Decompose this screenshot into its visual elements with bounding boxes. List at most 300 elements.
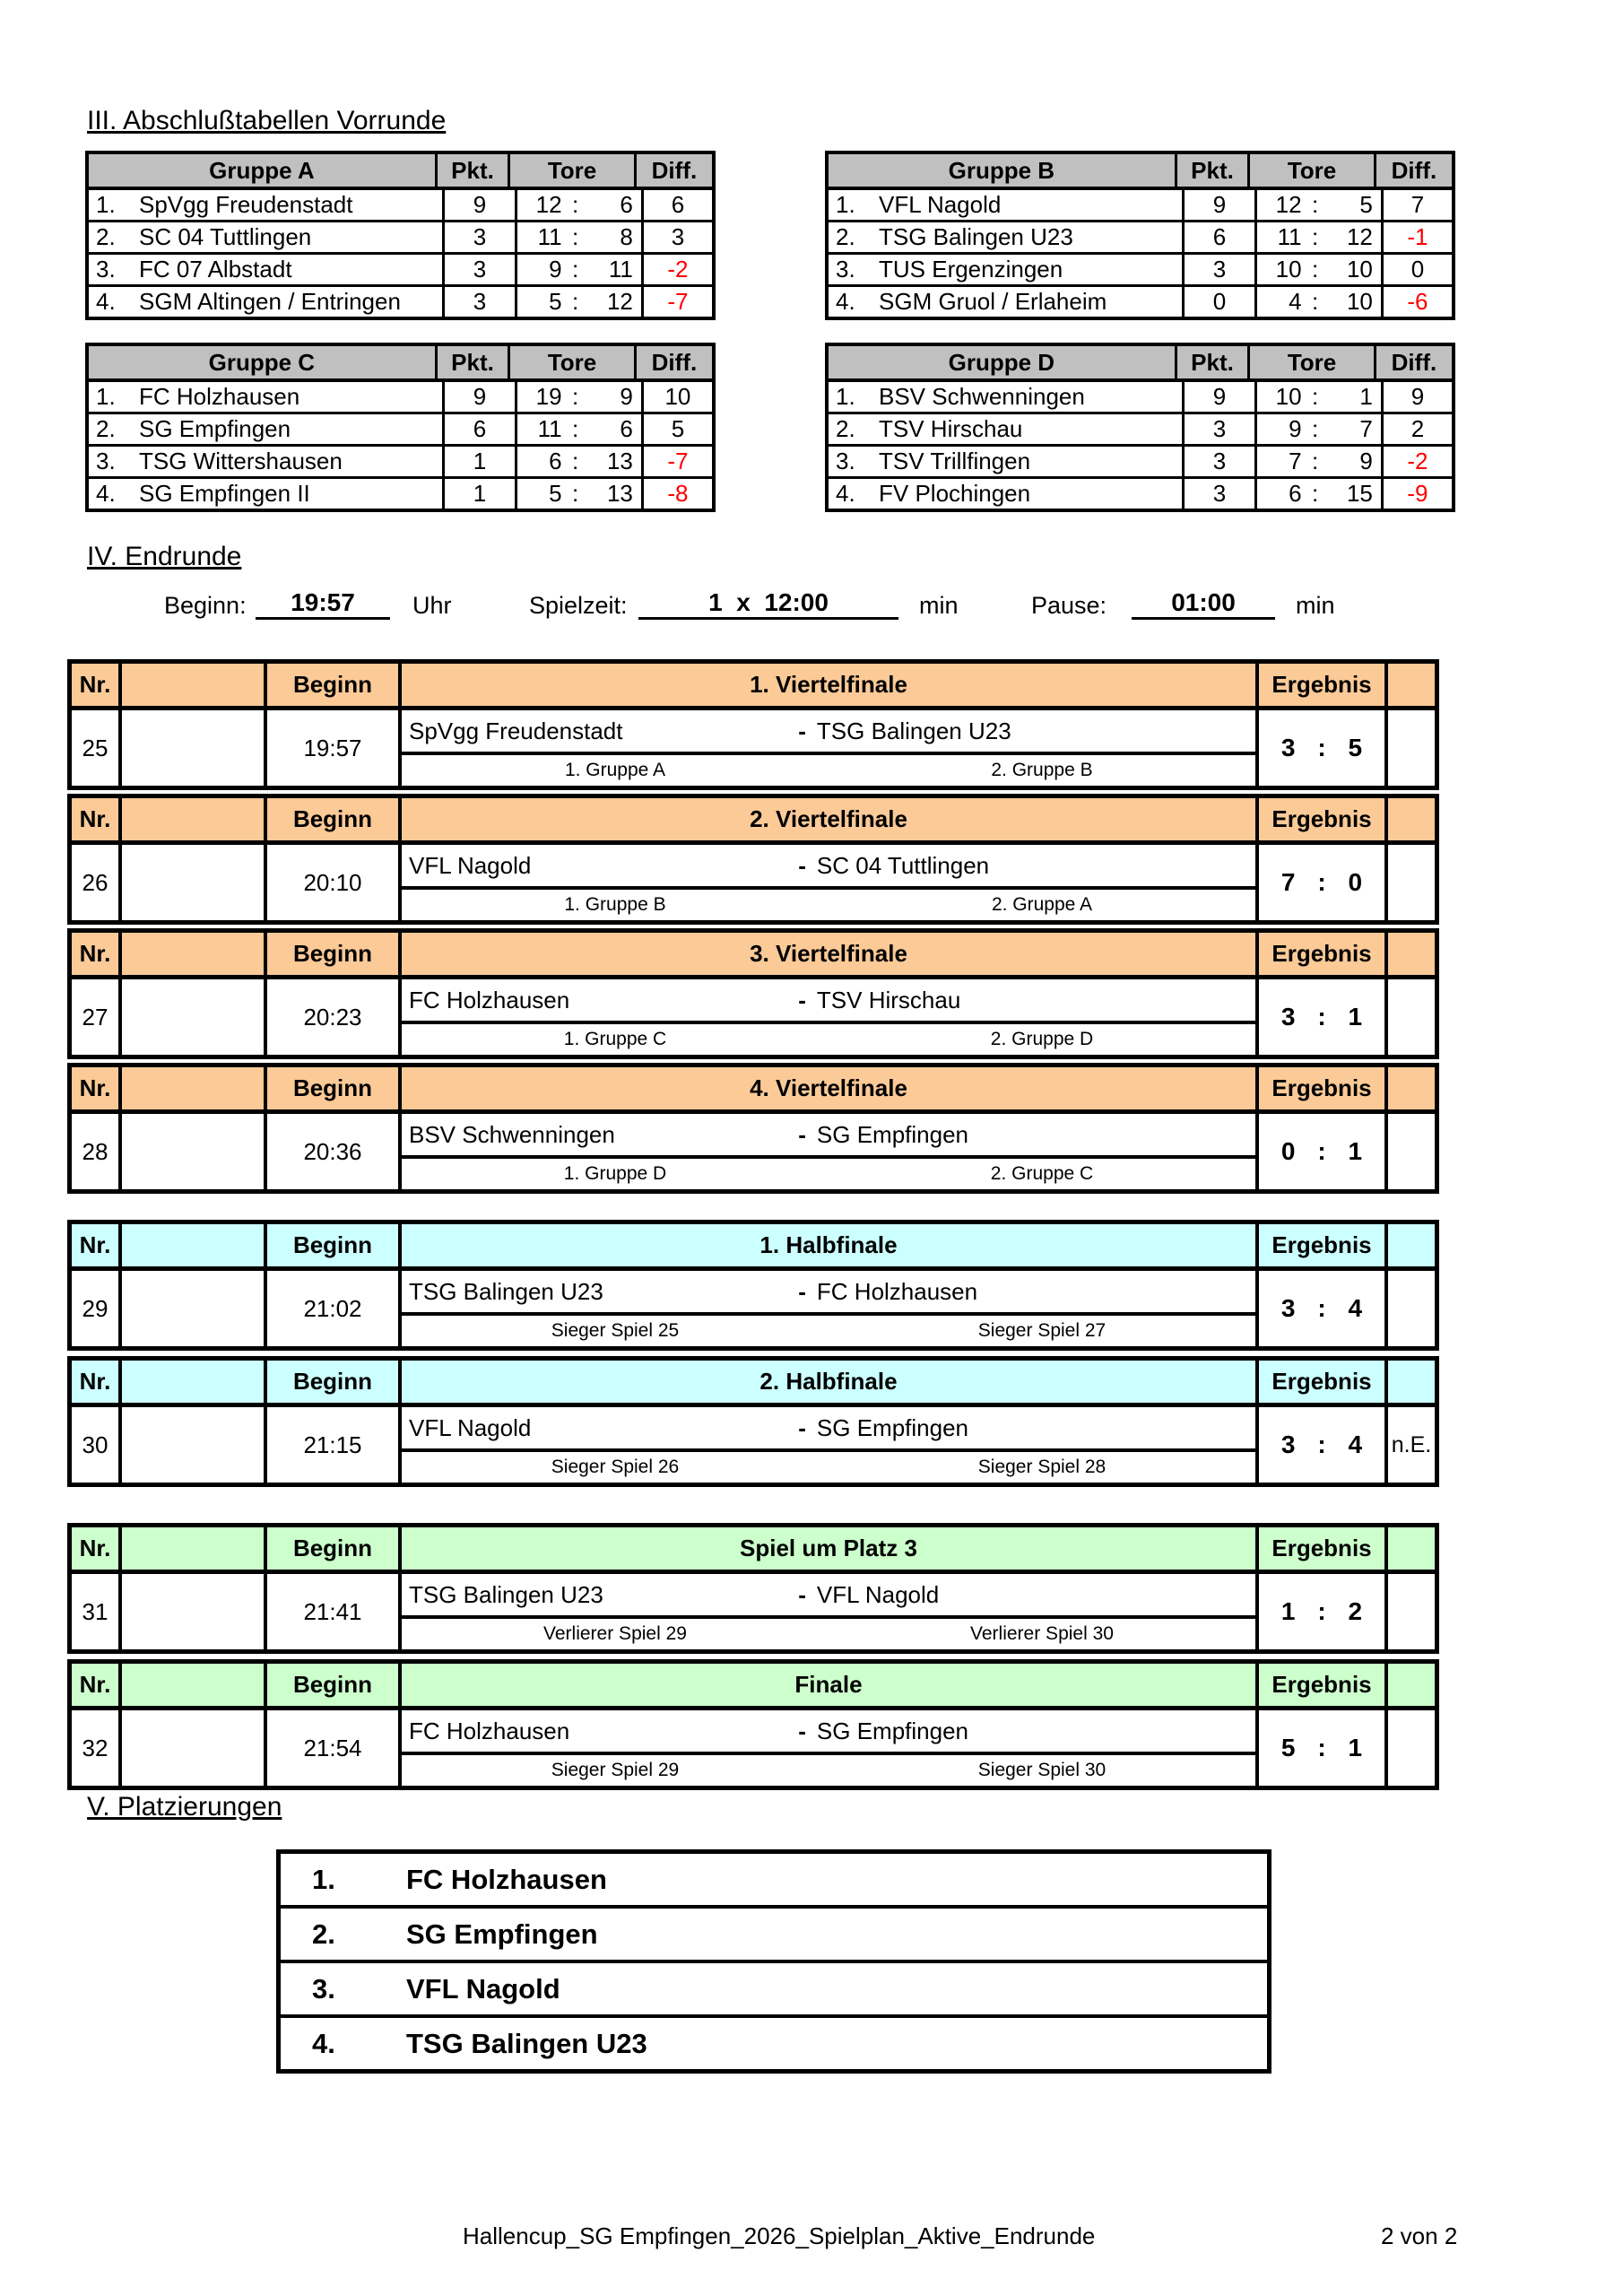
away-source: Sieger Spiel 28 xyxy=(977,1457,1107,1477)
team-name: FC Holzhausen xyxy=(139,383,300,410)
match-block-26 xyxy=(67,794,1439,925)
spielzeit-value: 1 x 12:00 xyxy=(638,588,898,620)
goals-header: Tore xyxy=(1250,346,1376,378)
diff-value: 3 xyxy=(671,223,685,250)
table-row xyxy=(829,447,1452,479)
goals-against: 11 xyxy=(608,256,633,283)
home-team: FC Holzhausen xyxy=(409,1717,570,1744)
match-block-30 xyxy=(67,1356,1439,1487)
goals-for: 12 xyxy=(535,191,562,218)
header-tail-spacer xyxy=(1388,1664,1435,1706)
round-title: 1. Viertelfinale xyxy=(402,664,1259,706)
points-value: 3 xyxy=(1185,447,1258,476)
group-table-d xyxy=(825,343,1455,512)
diff-value: 6 xyxy=(671,191,685,218)
away-source: 2. Gruppe B xyxy=(991,760,1093,780)
points-value: 3 xyxy=(445,255,518,284)
team-name: VFL Nagold xyxy=(879,191,1002,218)
points-header: Pkt. xyxy=(438,154,511,187)
points-value: 3 xyxy=(445,222,518,252)
home-team: SpVgg Freudenstadt xyxy=(409,717,623,744)
match-time: 21:15 xyxy=(267,1407,402,1483)
match-row xyxy=(72,710,1435,786)
vs-dash: - xyxy=(798,717,806,744)
points-value: 1 xyxy=(445,479,518,509)
goals-for: 11 xyxy=(537,415,562,442)
match-row xyxy=(72,845,1435,920)
goals-colon: : xyxy=(1311,191,1319,218)
team-name: FV Plochingen xyxy=(879,480,1031,507)
team-name: TSV Trillfingen xyxy=(879,448,1031,474)
placement-team: SG Empfingen xyxy=(406,1918,598,1950)
match-row xyxy=(72,1271,1435,1346)
match-row xyxy=(72,1710,1435,1786)
placement-rank: 4. xyxy=(312,2027,335,2059)
result-home: 5 xyxy=(1280,1734,1296,1761)
table-row xyxy=(89,479,712,509)
goals-against: 13 xyxy=(606,448,633,474)
match-time: 20:10 xyxy=(267,845,402,920)
match-header xyxy=(72,1067,1435,1114)
table-row xyxy=(829,287,1452,317)
group-table-a xyxy=(85,151,716,320)
goals-colon: : xyxy=(1311,383,1319,410)
group-title: Gruppe C xyxy=(89,346,438,378)
group-title: Gruppe D xyxy=(829,346,1177,378)
goals-against: 10 xyxy=(1346,256,1373,283)
goals-header: Tore xyxy=(510,154,637,187)
body-spacer xyxy=(122,710,267,786)
goals-colon: : xyxy=(1311,256,1319,283)
body-spacer xyxy=(122,1271,267,1346)
section-title-endrunde: IV. Endrunde xyxy=(87,542,242,571)
vs-dash: - xyxy=(798,1120,806,1148)
diff-header: Diff. xyxy=(651,348,698,376)
nr-header: Nr. xyxy=(72,1527,122,1570)
goals-colon: : xyxy=(571,288,579,315)
goals-colon: : xyxy=(571,383,579,410)
placement-row xyxy=(281,2018,1267,2069)
group-title: Gruppe A xyxy=(89,154,438,187)
group-table-b xyxy=(825,151,1455,320)
spielzeit-unit: min xyxy=(919,592,959,619)
team-name: TUS Ergenzingen xyxy=(879,256,1063,283)
goals-against: 5 xyxy=(1359,191,1373,218)
goals-for: 11 xyxy=(1277,223,1302,250)
result-colon: : xyxy=(1317,1003,1326,1031)
ergebnis-header: Ergebnis xyxy=(1259,664,1388,706)
nr-header: Nr. xyxy=(72,664,122,706)
header-spacer xyxy=(122,798,267,840)
points-header: Pkt. xyxy=(1177,154,1251,187)
placement-row xyxy=(281,1854,1267,1909)
beginn-header: Beginn xyxy=(267,664,402,706)
diff-value: 0 xyxy=(1410,256,1425,283)
header-tail-spacer xyxy=(1388,1224,1435,1266)
placement-rank: 2. xyxy=(312,1918,335,1950)
away-source: Sieger Spiel 30 xyxy=(977,1760,1107,1780)
points-value: 3 xyxy=(445,287,518,317)
away-source: 2. Gruppe D xyxy=(990,1029,1094,1049)
header-tail-spacer xyxy=(1388,1067,1435,1109)
table-row xyxy=(89,222,712,255)
goals-for: 10 xyxy=(1275,383,1302,410)
goals-colon: : xyxy=(571,448,579,474)
home-team: BSV Schwenningen xyxy=(409,1120,615,1148)
placement-team: TSG Balingen U23 xyxy=(406,2027,647,2059)
diff-value: -2 xyxy=(667,256,689,283)
goals-colon: : xyxy=(1311,223,1319,250)
table-row xyxy=(89,190,712,222)
body-spacer xyxy=(122,845,267,920)
ergebnis-header: Ergebnis xyxy=(1259,798,1388,840)
placement-rank: 3. xyxy=(312,1972,335,2005)
goals-colon: : xyxy=(1311,480,1319,507)
points-value: 9 xyxy=(445,190,518,220)
result-home: 1 xyxy=(1280,1597,1296,1625)
away-team: SG Empfingen xyxy=(816,1413,968,1441)
goals-colon: : xyxy=(1311,288,1319,315)
ergebnis-header: Ergebnis xyxy=(1259,933,1388,975)
home-source: 1. Gruppe D xyxy=(563,1163,667,1184)
goals-against: 8 xyxy=(620,223,633,250)
match-header xyxy=(72,1224,1435,1271)
ergebnis-header: Ergebnis xyxy=(1259,1527,1388,1570)
beginn-header: Beginn xyxy=(267,1664,402,1706)
goals-for: 5 xyxy=(549,288,562,315)
away-source: 2. Gruppe A xyxy=(991,894,1093,915)
header-tail-spacer xyxy=(1388,664,1435,706)
diff-value: 5 xyxy=(671,415,685,442)
rank-label: 4. xyxy=(836,480,855,507)
points-value: 1 xyxy=(445,447,518,476)
group-title: Gruppe B xyxy=(829,154,1177,187)
round-title: Spiel um Platz 3 xyxy=(402,1527,1259,1570)
rank-label: 4. xyxy=(96,288,116,315)
nr-header: Nr. xyxy=(72,798,122,840)
away-team: TSV Hirschau xyxy=(816,986,961,1013)
vs-dash: - xyxy=(798,851,806,879)
result-home: 0 xyxy=(1280,1137,1296,1165)
goals-for: 5 xyxy=(549,480,562,507)
match-time: 20:23 xyxy=(267,979,402,1055)
result-colon: : xyxy=(1317,1431,1326,1458)
diff-header: Diff. xyxy=(651,156,698,184)
header-tail-spacer xyxy=(1388,1361,1435,1403)
header-spacer xyxy=(122,1527,267,1570)
table-row xyxy=(89,414,712,447)
penalty-note xyxy=(1388,710,1435,786)
section-title-vorrunde: III. Abschlußtabellen Vorrunde xyxy=(87,106,447,135)
goals-for: 12 xyxy=(1275,191,1302,218)
nr-header: Nr. xyxy=(72,1224,122,1266)
round-title: 4. Viertelfinale xyxy=(402,1067,1259,1109)
table-row xyxy=(829,414,1452,447)
away-source: Sieger Spiel 27 xyxy=(977,1320,1107,1341)
table-row xyxy=(89,382,712,414)
beginn-unit: Uhr xyxy=(412,592,452,619)
ergebnis-header: Ergebnis xyxy=(1259,1224,1388,1266)
goals-against: 6 xyxy=(620,191,633,218)
match-number: 32 xyxy=(72,1710,122,1786)
header-spacer xyxy=(122,1224,267,1266)
result-away: 4 xyxy=(1348,1431,1363,1458)
goals-header: Tore xyxy=(510,346,637,378)
pause-label: Pause: xyxy=(1031,592,1107,619)
home-team: VFL Nagold xyxy=(409,851,532,879)
goals-against: 1 xyxy=(1359,383,1373,410)
goals-for: 6 xyxy=(1289,480,1302,507)
goals-colon: : xyxy=(571,191,579,218)
diff-value: -8 xyxy=(667,480,689,507)
match-header xyxy=(72,1664,1435,1710)
pause-unit: min xyxy=(1296,592,1335,619)
goals-colon: : xyxy=(571,480,579,507)
header-spacer xyxy=(122,933,267,975)
footer-document-name: Hallencup_SG Empfingen_2026_Spielplan_Aktive_Endrunde xyxy=(463,2222,1096,2249)
away-source: Verlierer Spiel 30 xyxy=(970,1623,1114,1644)
penalty-note: n.E. xyxy=(1391,1431,1432,1457)
vs-dash: - xyxy=(798,1277,806,1305)
match-number: 31 xyxy=(72,1574,122,1649)
goals-for: 10 xyxy=(1275,256,1302,283)
diff-value: -7 xyxy=(667,288,689,315)
points-value: 6 xyxy=(1185,222,1258,252)
home-source: 1. Gruppe C xyxy=(563,1029,667,1049)
team-name: FC 07 Albstadt xyxy=(139,256,292,283)
table-row xyxy=(89,287,712,317)
table-row xyxy=(829,479,1452,509)
goals-against: 12 xyxy=(1346,223,1373,250)
away-source: 2. Gruppe C xyxy=(990,1163,1094,1184)
pause-value: 01:00 xyxy=(1132,588,1275,620)
match-block-31 xyxy=(67,1523,1439,1654)
goals-for: 7 xyxy=(1289,448,1302,474)
rank-label: 3. xyxy=(96,256,116,283)
points-value: 3 xyxy=(1185,255,1258,284)
beginn-header: Beginn xyxy=(267,1224,402,1266)
beginn-label: Beginn: xyxy=(164,592,247,619)
rank-label: 2. xyxy=(836,415,855,442)
home-source: Sieger Spiel 29 xyxy=(551,1760,680,1780)
team-name: BSV Schwenningen xyxy=(879,383,1085,410)
result-home: 3 xyxy=(1280,1294,1296,1322)
match-number: 27 xyxy=(72,979,122,1055)
points-value: 9 xyxy=(445,382,518,412)
match-header xyxy=(72,933,1435,979)
home-team: FC Holzhausen xyxy=(409,986,570,1013)
goals-for: 4 xyxy=(1289,288,1302,315)
beginn-header: Beginn xyxy=(267,1527,402,1570)
team-name: SC 04 Tuttlingen xyxy=(139,223,312,250)
ergebnis-header: Ergebnis xyxy=(1259,1664,1388,1706)
result-away: 4 xyxy=(1348,1294,1363,1322)
table-row xyxy=(829,255,1452,287)
team-name: SGM Altingen / Entringen xyxy=(139,288,401,315)
goals-colon: : xyxy=(571,415,579,442)
rank-label: 1. xyxy=(96,191,116,218)
goals-colon: : xyxy=(571,256,579,283)
match-number: 25 xyxy=(72,710,122,786)
round-title: Finale xyxy=(402,1664,1259,1706)
goals-for: 6 xyxy=(549,448,562,474)
rank-label: 4. xyxy=(836,288,855,315)
diff-value: 2 xyxy=(1410,415,1425,442)
match-number: 30 xyxy=(72,1407,122,1483)
goals-header: Tore xyxy=(1250,154,1376,187)
match-time: 21:54 xyxy=(267,1710,402,1786)
diff-value: -2 xyxy=(1407,448,1428,474)
team-name: TSV Hirschau xyxy=(879,415,1023,442)
footer-page-number: 2 von 2 xyxy=(1381,2222,1458,2249)
spielzeit-label: Spielzeit: xyxy=(529,592,628,619)
goals-for: 9 xyxy=(1289,415,1302,442)
result-away: 5 xyxy=(1348,734,1363,761)
match-time: 21:02 xyxy=(267,1271,402,1346)
rank-label: 2. xyxy=(96,223,116,250)
goals-for: 9 xyxy=(549,256,562,283)
rank-label: 1. xyxy=(836,191,855,218)
placement-rank: 1. xyxy=(312,1863,335,1895)
goals-against: 13 xyxy=(606,480,633,507)
round-title: 1. Halbfinale xyxy=(402,1224,1259,1266)
round-title: 2. Viertelfinale xyxy=(402,798,1259,840)
team-name: TSG Wittershausen xyxy=(139,448,343,474)
match-block-27 xyxy=(67,928,1439,1059)
result-home: 3 xyxy=(1280,1431,1296,1458)
rank-label: 3. xyxy=(836,448,855,474)
rank-label: 3. xyxy=(96,448,116,474)
goals-against: 12 xyxy=(606,288,633,315)
goals-for: 19 xyxy=(535,383,562,410)
away-team: VFL Nagold xyxy=(816,1580,940,1608)
goals-against: 9 xyxy=(620,383,633,410)
nr-header: Nr. xyxy=(72,1361,122,1403)
home-team: TSG Balingen U23 xyxy=(409,1580,603,1608)
group-table-header xyxy=(89,154,712,190)
match-header xyxy=(72,1361,1435,1407)
goals-for: 11 xyxy=(537,223,562,250)
table-row xyxy=(89,447,712,479)
diff-value: -7 xyxy=(667,448,689,474)
nr-header: Nr. xyxy=(72,1664,122,1706)
away-team: SC 04 Tuttlingen xyxy=(816,851,990,879)
match-block-29 xyxy=(67,1220,1439,1351)
penalty-note xyxy=(1388,1271,1435,1346)
match-header xyxy=(72,1527,1435,1574)
match-row xyxy=(72,979,1435,1055)
vs-dash: - xyxy=(798,1717,806,1744)
result-colon: : xyxy=(1317,1597,1326,1625)
ergebnis-header: Ergebnis xyxy=(1259,1067,1388,1109)
penalty-note xyxy=(1388,979,1435,1055)
goals-against: 6 xyxy=(620,415,633,442)
body-spacer xyxy=(122,1114,267,1189)
beginn-header: Beginn xyxy=(267,798,402,840)
result-colon: : xyxy=(1317,734,1326,761)
header-spacer xyxy=(122,1361,267,1403)
body-spacer xyxy=(122,1710,267,1786)
match-block-25 xyxy=(67,659,1439,790)
rank-label: 4. xyxy=(96,480,116,507)
points-value: 6 xyxy=(445,414,518,444)
goals-colon: : xyxy=(1311,448,1319,474)
penalty-note xyxy=(1388,1710,1435,1786)
match-time: 20:36 xyxy=(267,1114,402,1189)
diff-value: 7 xyxy=(1410,191,1425,218)
team-name: SGM Gruol / Erlaheim xyxy=(879,288,1107,315)
diff-value: -6 xyxy=(1407,288,1428,315)
rank-label: 2. xyxy=(836,223,855,250)
header-spacer xyxy=(122,1067,267,1109)
placements-table xyxy=(276,1849,1271,2074)
header-spacer xyxy=(122,664,267,706)
home-team: VFL Nagold xyxy=(409,1413,532,1441)
header-tail-spacer xyxy=(1388,1527,1435,1570)
penalty-note xyxy=(1388,1114,1435,1189)
match-row xyxy=(72,1574,1435,1649)
beginn-header: Beginn xyxy=(267,1361,402,1403)
team-name: SG Empfingen II xyxy=(139,480,310,507)
match-number: 26 xyxy=(72,845,122,920)
diff-value: -1 xyxy=(1407,223,1428,250)
goals-against: 7 xyxy=(1359,415,1373,442)
vs-dash: - xyxy=(798,1413,806,1441)
diff-value: -9 xyxy=(1407,480,1428,507)
header-spacer xyxy=(122,1664,267,1706)
points-header: Pkt. xyxy=(1177,346,1251,378)
away-team: SG Empfingen xyxy=(816,1120,968,1148)
points-header: Pkt. xyxy=(438,346,511,378)
table-row xyxy=(829,382,1452,414)
penalty-note xyxy=(1388,1574,1435,1649)
nr-header: Nr. xyxy=(72,1067,122,1109)
diff-value: 10 xyxy=(664,383,691,410)
rank-label: 2. xyxy=(96,415,116,442)
match-number: 29 xyxy=(72,1271,122,1346)
table-row xyxy=(89,255,712,287)
goals-against: 15 xyxy=(1346,480,1373,507)
result-home: 3 xyxy=(1280,1003,1296,1031)
goals-colon: : xyxy=(571,223,579,250)
body-spacer xyxy=(122,1407,267,1483)
nr-header: Nr. xyxy=(72,933,122,975)
match-block-28 xyxy=(67,1063,1439,1194)
placement-team: FC Holzhausen xyxy=(406,1863,607,1895)
round-title: 3. Viertelfinale xyxy=(402,933,1259,975)
schedule-info-line xyxy=(0,585,1623,626)
penalty-note xyxy=(1388,845,1435,920)
home-source: Verlierer Spiel 29 xyxy=(543,1623,687,1644)
ergebnis-header: Ergebnis xyxy=(1259,1361,1388,1403)
result-home: 7 xyxy=(1280,868,1296,896)
diff-header: Diff. xyxy=(1391,348,1437,376)
result-away: 1 xyxy=(1348,1734,1363,1761)
home-source: 1. Gruppe A xyxy=(564,760,666,780)
match-header xyxy=(72,664,1435,710)
team-name: TSG Balingen U23 xyxy=(879,223,1073,250)
body-spacer xyxy=(122,979,267,1055)
beginn-value: 19:57 xyxy=(256,588,390,620)
diff-value: 9 xyxy=(1410,383,1425,410)
goals-colon: : xyxy=(1311,415,1319,442)
vs-dash: - xyxy=(798,986,806,1013)
home-team: TSG Balingen U23 xyxy=(409,1277,603,1305)
points-value: 0 xyxy=(1185,287,1258,317)
match-row xyxy=(72,1407,1435,1483)
body-spacer xyxy=(122,1574,267,1649)
points-value: 3 xyxy=(1185,414,1258,444)
